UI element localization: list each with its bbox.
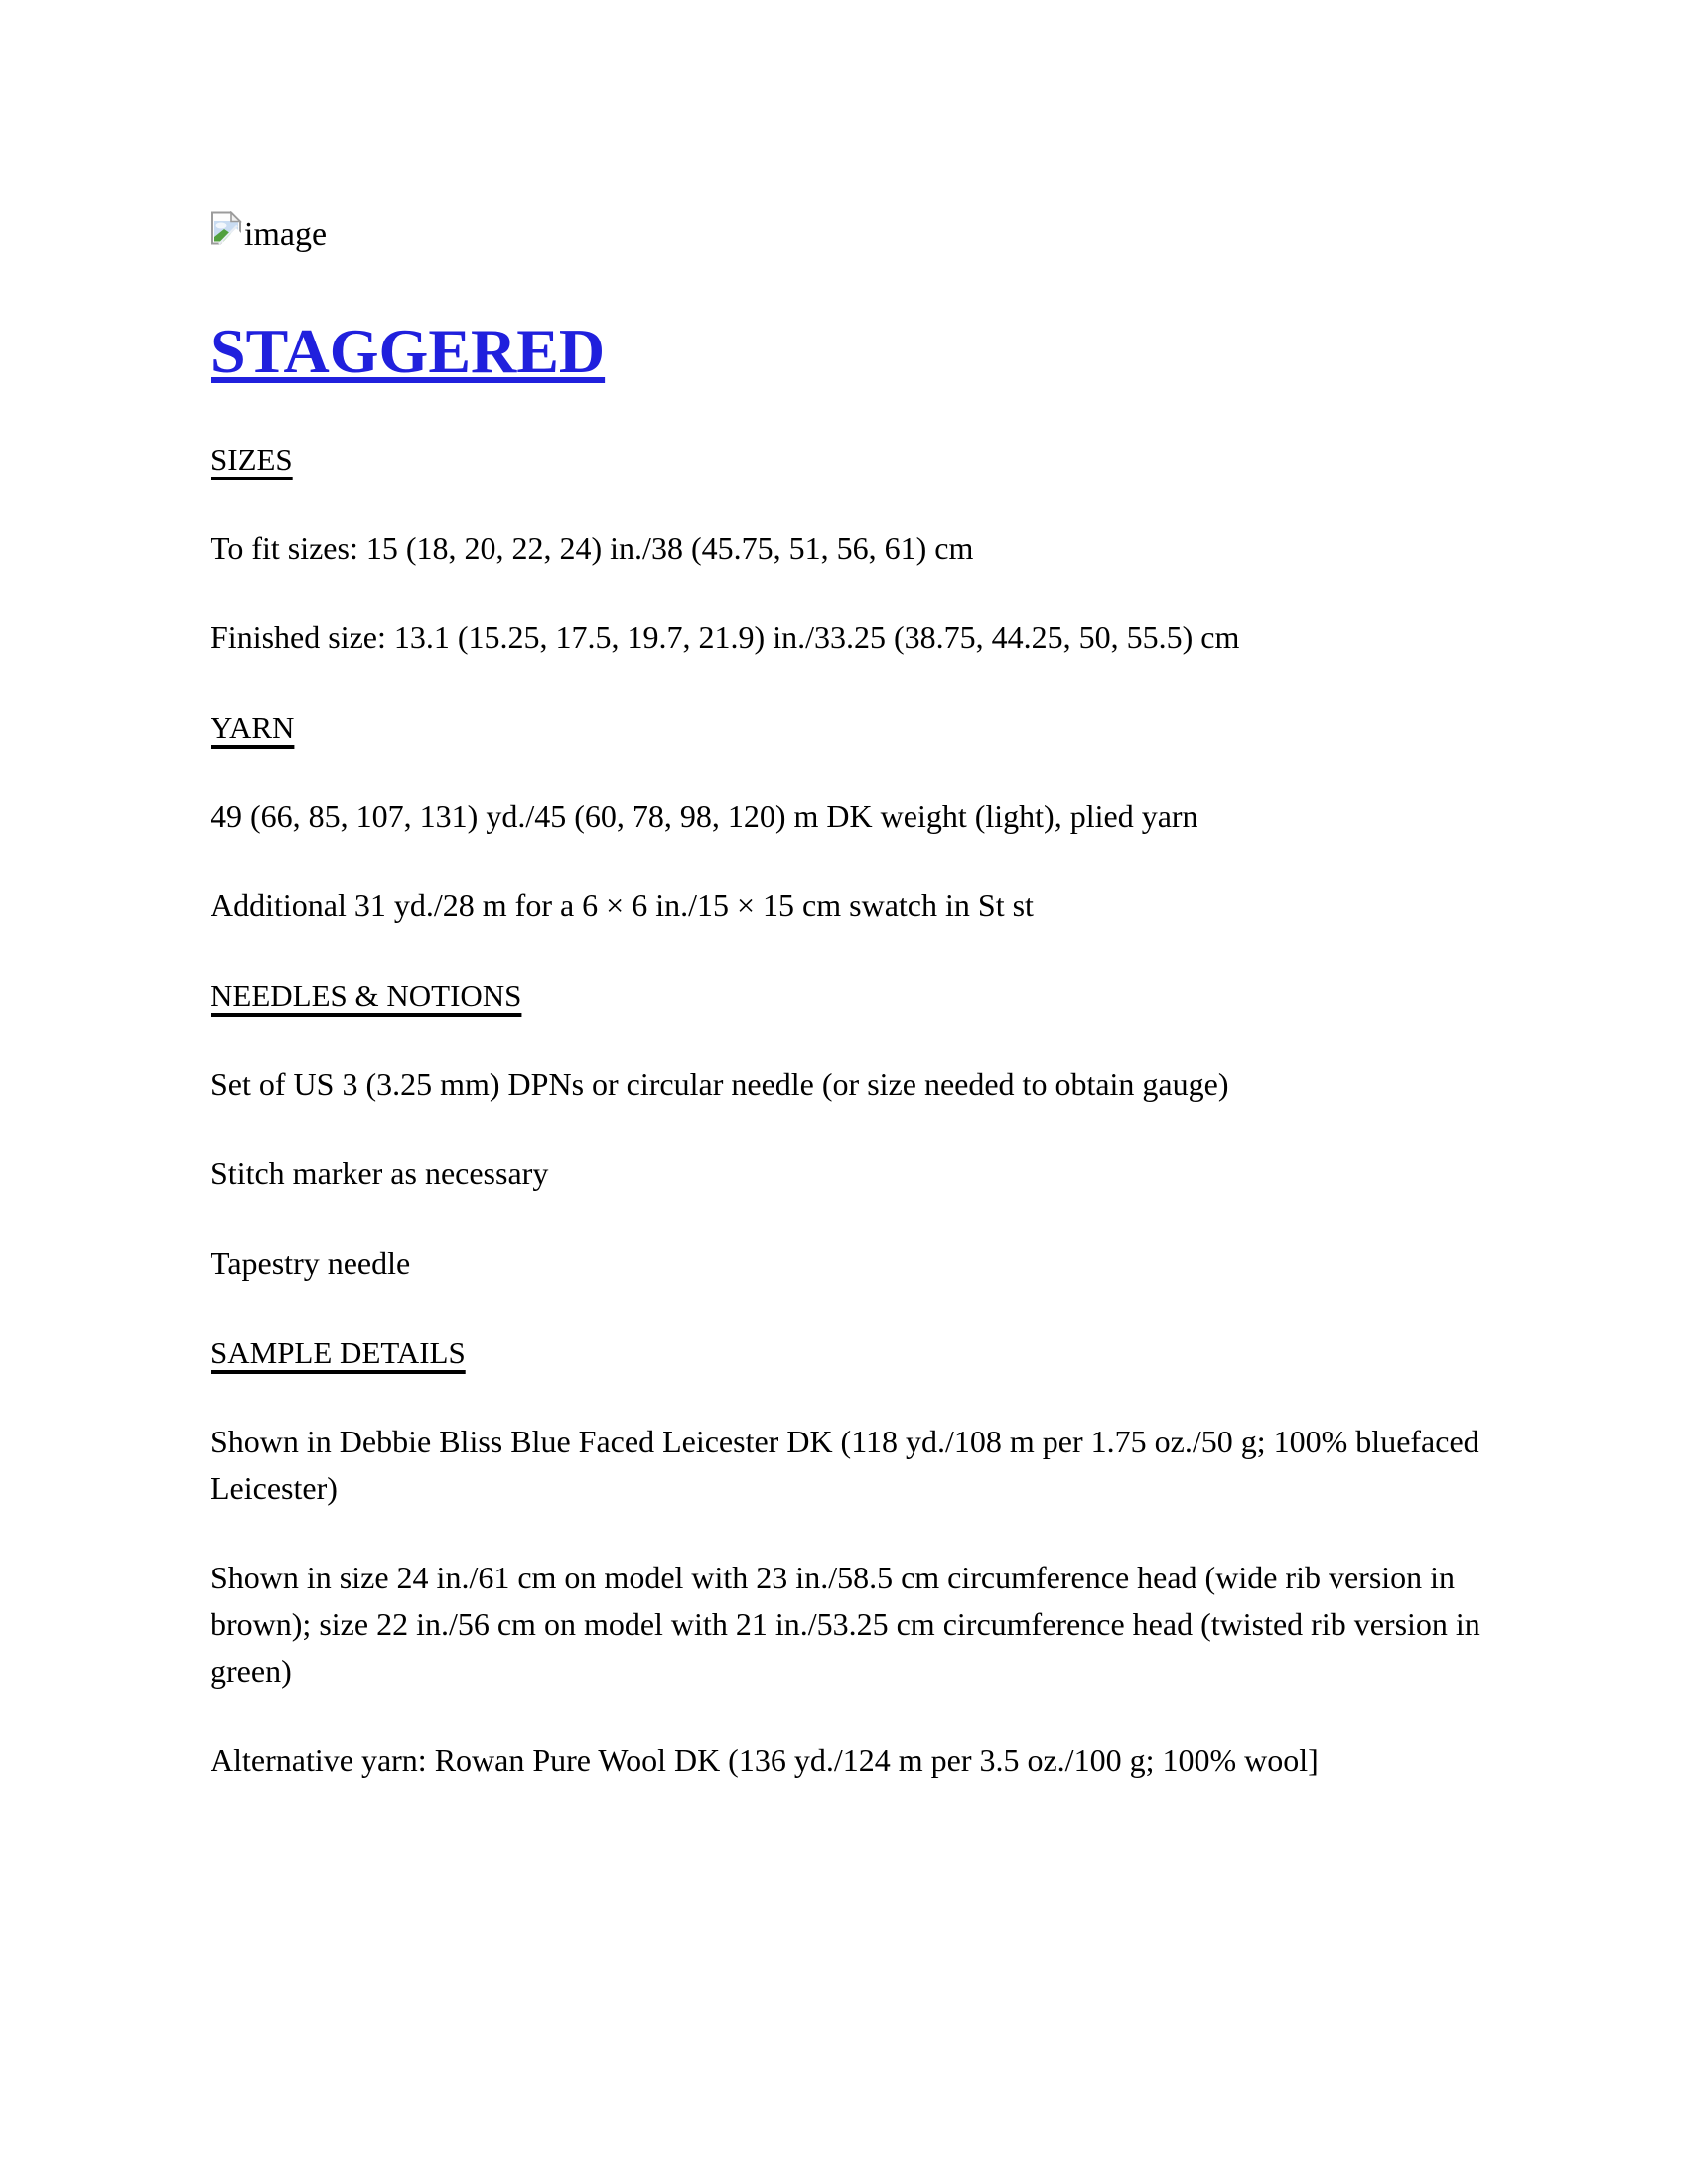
alternative-yarn-paragraph: Alternative yarn: Rowan Pure Wool DK (136 yd./124 m per 3.5 oz./100 g; 100% wool] <box>211 1742 1319 1778</box>
tapestry-needle-paragraph: Tapestry needle <box>211 1245 411 1281</box>
section-sample-heading: SAMPLE DETAILS <box>211 1335 466 1370</box>
section-needles-heading: NEEDLES & NOTIONS <box>211 978 522 1013</box>
needles-set-paragraph: Set of US 3 (3.25 mm) DPNs or circular needle (or size needed to obtain gauge) <box>211 1066 1229 1102</box>
section-needles-notions <box>211 972 1501 1287</box>
sizes-to-fit-paragraph: To fit sizes: 15 (18, 20, 22, 24) in./38 (45.75, 51, 56, 61) cm <box>211 530 974 566</box>
sample-yarn-paragraph: Shown in Debbie Bliss Blue Faced Leicester DK (118 yd./108 m per 1.75 oz./50 g; 100% bluefaced Leicester) <box>211 1424 1479 1506</box>
yarn-swatch-paragraph: Additional 31 yd./28 m for a 6 × 6 in./15 × 15 cm swatch in St st <box>211 887 1034 923</box>
section-sizes <box>211 436 1501 661</box>
image-alt-text: image <box>244 216 328 253</box>
sample-sizing-paragraph: Shown in size 24 in./61 cm on model with 23 in./58.5 cm circumference head (wide rib version in brown); size 22 in./56 cm on model with 21 in./53.25 cm circumference head (twisted rib version in green) <box>211 1560 1480 1689</box>
yarn-yardage-paragraph: 49 (66, 85, 107, 131) yd./45 (60, 78, 98, 120) m DK weight (light), plied yarn <box>211 798 1198 834</box>
stitch-marker-paragraph: Stitch marker as necessary <box>211 1156 549 1191</box>
section-yarn <box>211 704 1501 929</box>
section-yarn-heading: YARN <box>211 710 295 745</box>
sizes-finished-paragraph: Finished size: 13.1 (15.25, 17.5, 19.7, 21.9) in./33.25 (38.75, 44.25, 50, 55.5) cm <box>211 619 1240 655</box>
pattern-title-link[interactable]: STAGGERED <box>211 316 606 386</box>
section-sizes-heading: SIZES <box>211 442 293 477</box>
section-sample-details <box>211 1329 1501 1784</box>
document-page <box>211 0 1501 1827</box>
broken-image-icon <box>211 211 242 245</box>
broken-image-line <box>211 210 1501 259</box>
pattern-title-heading <box>211 317 1501 386</box>
